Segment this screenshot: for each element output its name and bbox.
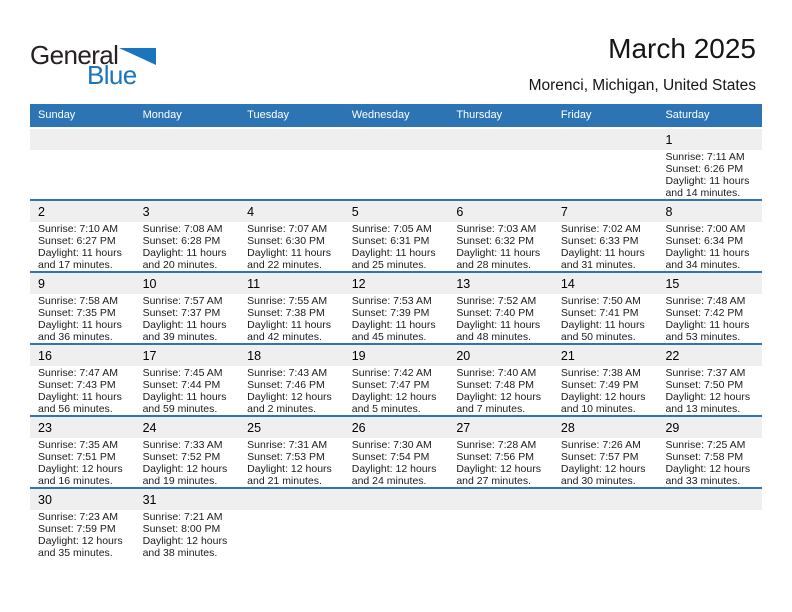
empty-day-cell bbox=[239, 489, 344, 559]
day-cell bbox=[448, 345, 553, 415]
day-number: 24 bbox=[135, 417, 240, 438]
day-number: 9 bbox=[30, 273, 135, 294]
empty-day-cell bbox=[657, 489, 762, 559]
calendar bbox=[30, 104, 762, 559]
day-cell bbox=[448, 417, 553, 487]
weekday-label: Wednesday bbox=[351, 109, 410, 121]
day-cell bbox=[135, 273, 240, 343]
sunset-text: Sunset: 6:27 PM bbox=[38, 234, 116, 247]
weekday-header-row bbox=[30, 104, 762, 127]
day-details bbox=[239, 438, 344, 488]
general-blue-logo bbox=[30, 40, 156, 90]
sunset-text: Sunset: 6:26 PM bbox=[665, 162, 744, 175]
day-number bbox=[239, 489, 344, 510]
daylight-text: Daylight: 12 hours and 21 minutes. bbox=[247, 462, 332, 487]
day-details bbox=[135, 222, 240, 272]
day-number: 14 bbox=[553, 273, 658, 294]
day-details bbox=[135, 150, 240, 152]
day-cell bbox=[657, 129, 762, 199]
sunset-text: Sunset: 7:39 PM bbox=[351, 306, 430, 319]
sunrise-text: Sunrise: 7:57 AM bbox=[142, 295, 223, 307]
sunrise-text: Sunrise: 7:02 AM bbox=[560, 223, 641, 235]
sunset-text: Sunset: 6:28 PM bbox=[142, 234, 221, 247]
sunset-text: Sunset: 8:00 PM bbox=[142, 522, 221, 535]
sunrise-text: Sunrise: 7:55 AM bbox=[247, 295, 328, 307]
day-details bbox=[239, 294, 344, 344]
sunset-text: Sunset: 7:42 PM bbox=[665, 306, 744, 319]
empty-day-cell bbox=[239, 129, 344, 199]
sunrise-text: Sunrise: 7:52 AM bbox=[456, 295, 537, 307]
day-details bbox=[30, 510, 135, 560]
week-row bbox=[30, 487, 762, 559]
page-title: March 2025 bbox=[608, 33, 756, 64]
daylight-text: Daylight: 11 hours and 20 minutes. bbox=[142, 246, 227, 271]
sunrise-text: Sunrise: 7:31 AM bbox=[247, 439, 328, 451]
weekday-label: Tuesday bbox=[247, 109, 289, 121]
day-details bbox=[30, 366, 135, 416]
day-details bbox=[344, 366, 449, 416]
day-details bbox=[448, 510, 553, 512]
sunrise-text: Sunrise: 7:25 AM bbox=[665, 439, 746, 451]
day-cell bbox=[344, 201, 449, 271]
sunrise-text: Sunrise: 7:45 AM bbox=[142, 367, 223, 379]
day-details bbox=[448, 150, 553, 152]
day-details bbox=[448, 294, 553, 344]
day-cell bbox=[239, 417, 344, 487]
day-details bbox=[30, 150, 135, 152]
logo-text-blue: Blue bbox=[87, 60, 137, 90]
day-details bbox=[30, 294, 135, 344]
sunset-text: Sunset: 7:54 PM bbox=[351, 450, 430, 463]
day-details bbox=[448, 366, 553, 416]
sunset-text: Sunset: 7:52 PM bbox=[142, 450, 221, 463]
sunset-text: Sunset: 7:41 PM bbox=[560, 306, 639, 319]
daylight-text: Daylight: 11 hours and 31 minutes. bbox=[560, 246, 645, 271]
empty-day-cell bbox=[135, 129, 240, 199]
day-cell bbox=[657, 273, 762, 343]
day-cell bbox=[135, 201, 240, 271]
sunrise-text: Sunrise: 7:48 AM bbox=[665, 295, 746, 307]
day-number: 15 bbox=[657, 273, 762, 294]
day-number: 2 bbox=[30, 201, 135, 222]
day-number: 7 bbox=[553, 201, 658, 222]
daylight-text: Daylight: 11 hours and 28 minutes. bbox=[456, 246, 541, 271]
day-number: 28 bbox=[553, 417, 658, 438]
sunset-text: Sunset: 7:59 PM bbox=[38, 522, 116, 535]
day-details bbox=[657, 222, 762, 272]
day-details bbox=[135, 366, 240, 416]
day-cell bbox=[657, 345, 762, 415]
sunset-text: Sunset: 7:47 PM bbox=[351, 378, 430, 391]
day-number bbox=[135, 129, 240, 150]
empty-day-cell bbox=[448, 129, 553, 199]
sunset-text: Sunset: 7:58 PM bbox=[665, 450, 744, 463]
empty-day-cell bbox=[553, 489, 658, 559]
daylight-text: Daylight: 12 hours and 16 minutes. bbox=[38, 462, 123, 487]
weekday-label: Monday bbox=[142, 109, 182, 121]
daylight-text: Daylight: 12 hours and 13 minutes. bbox=[665, 390, 751, 415]
logo-text-general: General bbox=[30, 40, 119, 70]
day-cell bbox=[553, 345, 658, 415]
sunset-text: Sunset: 7:38 PM bbox=[247, 306, 325, 319]
sunrise-text: Sunrise: 7:23 AM bbox=[38, 511, 118, 523]
day-number: 21 bbox=[553, 345, 658, 366]
day-cell bbox=[30, 345, 135, 415]
day-number: 20 bbox=[448, 345, 553, 366]
day-number bbox=[553, 489, 658, 510]
day-details bbox=[657, 366, 762, 416]
sunset-text: Sunset: 7:57 PM bbox=[560, 450, 639, 463]
weekday-label: Friday bbox=[560, 109, 592, 121]
day-number: 26 bbox=[344, 417, 449, 438]
daylight-text: Daylight: 11 hours and 42 minutes. bbox=[247, 318, 332, 343]
day-number bbox=[448, 129, 553, 150]
day-details bbox=[448, 438, 553, 488]
daylight-text: Daylight: 12 hours and 19 minutes. bbox=[142, 462, 228, 487]
day-details bbox=[553, 366, 658, 416]
day-details bbox=[657, 294, 762, 344]
sunrise-text: Sunrise: 7:30 AM bbox=[351, 439, 432, 451]
day-cell bbox=[448, 201, 553, 271]
day-number: 25 bbox=[239, 417, 344, 438]
day-cell bbox=[239, 345, 344, 415]
sunset-text: Sunset: 7:51 PM bbox=[38, 450, 116, 463]
daylight-text: Daylight: 11 hours and 56 minutes. bbox=[38, 390, 122, 415]
sunset-text: Sunset: 7:56 PM bbox=[456, 450, 534, 463]
sunrise-text: Sunrise: 7:07 AM bbox=[247, 223, 328, 235]
day-number bbox=[448, 489, 553, 510]
day-number: 17 bbox=[135, 345, 240, 366]
day-details bbox=[344, 222, 449, 272]
day-details bbox=[239, 510, 344, 512]
daylight-text: Daylight: 12 hours and 5 minutes. bbox=[351, 390, 437, 415]
sunrise-text: Sunrise: 7:11 AM bbox=[665, 151, 745, 163]
daylight-text: Daylight: 11 hours and 48 minutes. bbox=[456, 318, 541, 343]
sunrise-text: Sunrise: 7:00 AM bbox=[665, 223, 746, 235]
day-number: 6 bbox=[448, 201, 553, 222]
sunset-text: Sunset: 7:49 PM bbox=[560, 378, 639, 391]
day-cell bbox=[239, 201, 344, 271]
sunrise-text: Sunrise: 7:21 AM bbox=[142, 511, 223, 523]
sunrise-text: Sunrise: 7:03 AM bbox=[456, 223, 537, 235]
day-details bbox=[553, 150, 658, 152]
empty-day-cell bbox=[344, 129, 449, 199]
day-cell bbox=[344, 345, 449, 415]
day-number bbox=[344, 489, 449, 510]
day-details bbox=[344, 510, 449, 512]
daylight-text: Daylight: 12 hours and 27 minutes. bbox=[456, 462, 541, 487]
day-cell bbox=[553, 417, 658, 487]
daylight-text: Daylight: 12 hours and 35 minutes. bbox=[38, 534, 123, 559]
sunrise-text: Sunrise: 7:58 AM bbox=[38, 295, 118, 307]
empty-day-cell bbox=[553, 129, 658, 199]
day-cell bbox=[135, 417, 240, 487]
daylight-text: Daylight: 11 hours and 53 minutes. bbox=[665, 318, 750, 343]
day-number: 4 bbox=[239, 201, 344, 222]
day-number: 12 bbox=[344, 273, 449, 294]
day-number bbox=[30, 129, 135, 150]
daylight-text: Daylight: 12 hours and 7 minutes. bbox=[456, 390, 541, 415]
weekday-label: Saturday bbox=[665, 109, 710, 121]
daylight-text: Daylight: 11 hours and 25 minutes. bbox=[351, 246, 436, 271]
sunrise-text: Sunrise: 7:38 AM bbox=[560, 367, 641, 379]
day-details bbox=[553, 510, 658, 512]
day-details bbox=[344, 150, 449, 152]
daylight-text: Daylight: 12 hours and 33 minutes. bbox=[665, 462, 751, 487]
day-cell bbox=[553, 201, 658, 271]
daylight-text: Daylight: 11 hours and 14 minutes. bbox=[665, 174, 750, 199]
sunset-text: Sunset: 7:53 PM bbox=[247, 450, 325, 463]
day-number: 23 bbox=[30, 417, 135, 438]
empty-day-cell bbox=[30, 129, 135, 199]
sunset-text: Sunset: 7:46 PM bbox=[247, 378, 325, 391]
sunrise-text: Sunrise: 7:50 AM bbox=[560, 295, 641, 307]
sunset-text: Sunset: 6:33 PM bbox=[560, 234, 639, 247]
daylight-text: Daylight: 12 hours and 30 minutes. bbox=[560, 462, 646, 487]
weekday-label: Sunday bbox=[38, 109, 76, 121]
daylight-text: Daylight: 12 hours and 38 minutes. bbox=[142, 534, 228, 559]
day-details bbox=[344, 294, 449, 344]
day-details bbox=[239, 222, 344, 272]
day-cell bbox=[30, 273, 135, 343]
sunset-text: Sunset: 7:37 PM bbox=[142, 306, 221, 319]
weekday-label: Thursday bbox=[456, 109, 503, 121]
day-number: 19 bbox=[344, 345, 449, 366]
page-subtitle: Morenci, Michigan, United States bbox=[528, 77, 756, 94]
daylight-text: Daylight: 12 hours and 24 minutes. bbox=[351, 462, 437, 487]
day-number bbox=[657, 489, 762, 510]
day-number bbox=[344, 129, 449, 150]
day-number: 30 bbox=[30, 489, 135, 510]
week-row bbox=[30, 415, 762, 487]
day-details bbox=[553, 294, 658, 344]
sunrise-text: Sunrise: 7:37 AM bbox=[665, 367, 746, 379]
sunset-text: Sunset: 7:50 PM bbox=[665, 378, 744, 391]
sunset-text: Sunset: 7:40 PM bbox=[456, 306, 534, 319]
week-row bbox=[30, 271, 762, 343]
day-number: 13 bbox=[448, 273, 553, 294]
empty-day-cell bbox=[344, 489, 449, 559]
day-details bbox=[657, 150, 762, 200]
sunset-text: Sunset: 6:31 PM bbox=[351, 234, 430, 247]
sunrise-text: Sunrise: 7:26 AM bbox=[560, 439, 641, 451]
day-details bbox=[553, 222, 658, 272]
day-details bbox=[239, 150, 344, 152]
daylight-text: Daylight: 12 hours and 2 minutes. bbox=[247, 390, 332, 415]
week-row bbox=[30, 343, 762, 415]
day-details bbox=[657, 438, 762, 488]
daylight-text: Daylight: 11 hours and 36 minutes. bbox=[38, 318, 122, 343]
sunset-text: Sunset: 7:35 PM bbox=[38, 306, 116, 319]
day-details bbox=[135, 510, 240, 560]
day-number: 11 bbox=[239, 273, 344, 294]
daylight-text: Daylight: 11 hours and 22 minutes. bbox=[247, 246, 332, 271]
daylight-text: Daylight: 12 hours and 10 minutes. bbox=[560, 390, 646, 415]
sunrise-text: Sunrise: 7:40 AM bbox=[456, 367, 537, 379]
day-cell bbox=[135, 489, 240, 559]
day-number bbox=[239, 129, 344, 150]
day-number: 3 bbox=[135, 201, 240, 222]
day-details bbox=[344, 438, 449, 488]
daylight-text: Daylight: 11 hours and 59 minutes. bbox=[142, 390, 227, 415]
daylight-text: Daylight: 11 hours and 34 minutes. bbox=[665, 246, 750, 271]
week-row bbox=[30, 129, 762, 199]
day-number bbox=[553, 129, 658, 150]
day-number: 18 bbox=[239, 345, 344, 366]
day-number: 1 bbox=[657, 129, 762, 150]
day-details bbox=[448, 222, 553, 272]
sunset-text: Sunset: 7:44 PM bbox=[142, 378, 221, 391]
daylight-text: Daylight: 11 hours and 50 minutes. bbox=[560, 318, 645, 343]
day-number: 22 bbox=[657, 345, 762, 366]
day-number: 31 bbox=[135, 489, 240, 510]
day-number: 10 bbox=[135, 273, 240, 294]
calendar-grid bbox=[30, 129, 762, 559]
sunset-text: Sunset: 6:30 PM bbox=[247, 234, 325, 247]
sunrise-text: Sunrise: 7:42 AM bbox=[351, 367, 432, 379]
day-details bbox=[135, 438, 240, 488]
day-cell bbox=[239, 273, 344, 343]
daylight-text: Daylight: 11 hours and 39 minutes. bbox=[142, 318, 227, 343]
day-cell bbox=[135, 345, 240, 415]
day-cell bbox=[657, 201, 762, 271]
sunrise-text: Sunrise: 7:35 AM bbox=[38, 439, 118, 451]
day-number: 16 bbox=[30, 345, 135, 366]
sunset-text: Sunset: 6:32 PM bbox=[456, 234, 534, 247]
day-details bbox=[135, 294, 240, 344]
day-cell bbox=[344, 273, 449, 343]
day-details bbox=[553, 438, 658, 488]
sunrise-text: Sunrise: 7:53 AM bbox=[351, 295, 432, 307]
day-cell bbox=[30, 201, 135, 271]
sunrise-text: Sunrise: 7:47 AM bbox=[38, 367, 118, 379]
week-row bbox=[30, 199, 762, 271]
day-cell bbox=[448, 273, 553, 343]
sunrise-text: Sunrise: 7:33 AM bbox=[142, 439, 223, 451]
day-number: 5 bbox=[344, 201, 449, 222]
day-cell bbox=[553, 273, 658, 343]
day-cell bbox=[657, 417, 762, 487]
day-number: 8 bbox=[657, 201, 762, 222]
sunset-text: Sunset: 7:43 PM bbox=[38, 378, 116, 391]
sunrise-text: Sunrise: 7:10 AM bbox=[38, 223, 118, 235]
day-details bbox=[30, 222, 135, 272]
sunset-text: Sunset: 7:48 PM bbox=[456, 378, 534, 391]
day-details bbox=[657, 510, 762, 512]
day-number: 29 bbox=[657, 417, 762, 438]
sunset-text: Sunset: 6:34 PM bbox=[665, 234, 744, 247]
day-details bbox=[239, 366, 344, 416]
sunrise-text: Sunrise: 7:28 AM bbox=[456, 439, 537, 451]
daylight-text: Daylight: 11 hours and 45 minutes. bbox=[351, 318, 436, 343]
day-details bbox=[30, 438, 135, 488]
empty-day-cell bbox=[448, 489, 553, 559]
sunrise-text: Sunrise: 7:05 AM bbox=[351, 223, 432, 235]
sunrise-text: Sunrise: 7:43 AM bbox=[247, 367, 328, 379]
sunrise-text: Sunrise: 7:08 AM bbox=[142, 223, 223, 235]
day-cell bbox=[30, 417, 135, 487]
day-cell bbox=[30, 489, 135, 559]
day-cell bbox=[344, 417, 449, 487]
daylight-text: Daylight: 11 hours and 17 minutes. bbox=[38, 246, 122, 271]
day-number: 27 bbox=[448, 417, 553, 438]
